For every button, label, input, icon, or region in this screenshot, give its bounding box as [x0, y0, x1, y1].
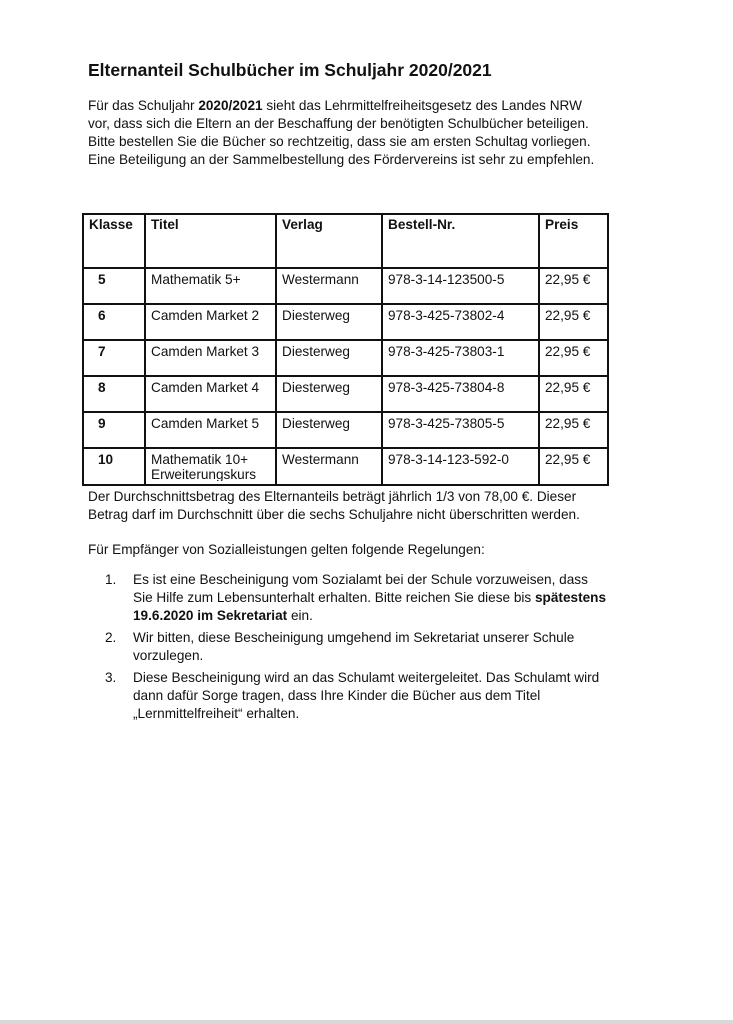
average-line-1: Der Durchschnittsbetrag des Elternanteils beträgt jährlich 1/3 von 78,00 €. Dieser: [88, 489, 577, 504]
intro-paragraph: [88, 97, 688, 169]
cell-bestellnr: 978-3-425-73802-4: [382, 304, 539, 340]
deadline-highlight: spätestens: [535, 590, 607, 605]
cell-klasse: 10: [83, 448, 145, 485]
rule-2-line-2: vorzulegen.: [133, 648, 204, 663]
intro-line-2: vor, dass sich die Eltern an der Beschaffung der benötigten Schulbücher beteiligen.: [88, 116, 589, 131]
rule-1-line-1: Es ist eine Bescheinigung vom Sozialamt bei der Schule vorzuweisen, dass: [133, 572, 588, 587]
rule-3-line-1: Diese Bescheinigung wird an das Schulamt weitergeleitet. Das Schulamt wird: [133, 670, 600, 685]
cell-klasse: 9: [83, 412, 145, 448]
list-number: 3.: [105, 670, 117, 685]
cell-klasse: 8: [83, 376, 145, 412]
cell-titel: Camden Market 4: [145, 376, 276, 412]
header-preis: Preis: [539, 214, 608, 268]
cell-bestellnr: 978-3-14-123-592-0: [382, 448, 539, 485]
list-number: 2.: [105, 630, 117, 645]
social-rules-list: [105, 571, 665, 727]
cell-klasse: 7: [83, 340, 145, 376]
cell-preis: 22,95 €: [539, 340, 608, 376]
cell-titel: [145, 448, 276, 485]
cell-preis: 22,95 €: [539, 376, 608, 412]
cell-titel-line-2: Erweiterungskurs: [151, 468, 257, 481]
table-row: [83, 376, 608, 412]
cell-verlag: Diesterweg: [276, 304, 382, 340]
intro-text: Für das Schuljahr: [88, 98, 199, 113]
page-title: Elternanteil Schulbücher im Schuljahr 2020/2021: [88, 60, 492, 80]
cell-bestellnr: 978-3-425-73804-8: [382, 376, 539, 412]
rule-3-line-3: „Lernmittelfreiheit“ erhalten.: [133, 706, 300, 721]
rule-2-line-1: Wir bitten, diese Bescheinigung umgehend im Sekretariat unserer Schule: [133, 630, 575, 645]
header-verlag: Verlag: [276, 214, 382, 268]
social-intro: Für Empfänger von Sozialleistungen gelten folgende Regelungen:: [88, 542, 485, 557]
average-paragraph: [88, 488, 708, 524]
cell-verlag: Westermann: [276, 448, 382, 485]
intro-text: sieht das Lehrmittelfreiheitsgesetz des Landes NRW: [262, 98, 582, 113]
cell-titel: Mathematik 5+: [145, 268, 276, 304]
cell-verlag: Diesterweg: [276, 376, 382, 412]
cell-bestellnr: 978-3-14-123500-5: [382, 268, 539, 304]
cell-titel: Camden Market 5: [145, 412, 276, 448]
intro-line-1: [88, 97, 688, 115]
table-row: [83, 268, 608, 304]
cell-titel: Camden Market 2: [145, 304, 276, 340]
cell-titel-line-1: Mathematik 10+: [151, 452, 249, 467]
list-item: [105, 629, 665, 665]
cell-verlag: Diesterweg: [276, 412, 382, 448]
average-line-2: Betrag darf im Durchschnitt über die sechs Schuljahre nicht überschritten werden.: [88, 507, 580, 522]
cell-preis: 22,95 €: [539, 448, 608, 485]
rule-1-line-3: [133, 607, 665, 625]
cell-bestellnr: 978-3-425-73805-5: [382, 412, 539, 448]
rule-1-line-2: [133, 589, 665, 607]
list-number: 1.: [105, 572, 117, 587]
table-header-row: [83, 214, 608, 268]
table-row: [83, 340, 608, 376]
rule-text: ein.: [287, 608, 313, 623]
intro-line-4: Eine Beteiligung an der Sammelbestellung des Fördervereins ist sehr zu empfehlen.: [88, 152, 595, 167]
deadline-date-highlight: 19.6.2020 im Sekretariat: [133, 608, 288, 623]
cell-verlag: Westermann: [276, 268, 382, 304]
cell-preis: 22,95 €: [539, 304, 608, 340]
cell-titel: Camden Market 3: [145, 340, 276, 376]
cell-verlag: Diesterweg: [276, 340, 382, 376]
school-year-highlight: 2020/2021: [198, 98, 263, 113]
header-klasse: Klasse: [83, 214, 145, 268]
cell-klasse: 6: [83, 304, 145, 340]
intro-line-3: Bitte bestellen Sie die Bücher so rechtzeitig, dass sie am ersten Schultag vorliegen.: [88, 134, 591, 149]
list-item: [105, 669, 665, 723]
table-row: [83, 412, 608, 448]
header-titel: Titel: [145, 214, 276, 268]
cell-preis: 22,95 €: [539, 412, 608, 448]
page-bottom-divider: [0, 1020, 733, 1024]
list-item: [105, 571, 665, 625]
rule-3-line-2: dann dafür Sorge tragen, dass Ihre Kinder die Bücher aus dem Titel: [133, 688, 541, 703]
header-bestellnr: Bestell-Nr.: [382, 214, 539, 268]
table-row: [83, 304, 608, 340]
rule-text: Sie Hilfe zum Lebensunterhalt erhalten. Bitte reichen Sie diese bis: [133, 590, 535, 605]
schoolbook-table: [82, 213, 609, 486]
table-row: [83, 448, 608, 485]
cell-preis: 22,95 €: [539, 268, 608, 304]
cell-bestellnr: 978-3-425-73803-1: [382, 340, 539, 376]
cell-klasse: 5: [83, 268, 145, 304]
